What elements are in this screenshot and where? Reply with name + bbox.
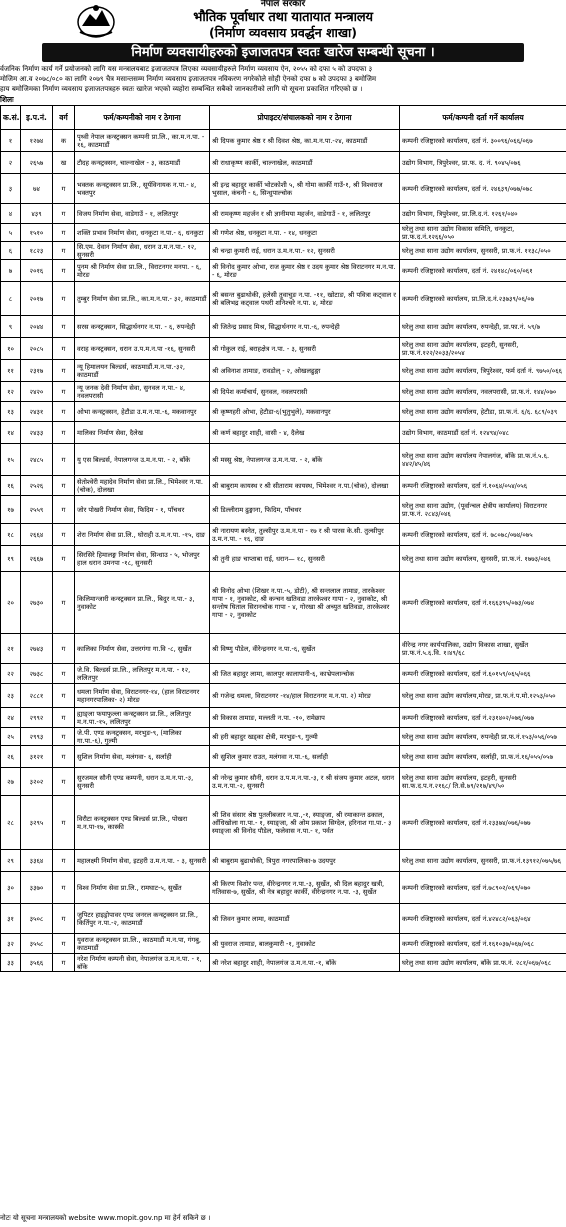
cell-firm: सरस कन्स्ट्रक्सन, सिद्धार्थनगर न.पा. - ६, रुपन्देही — [75, 316, 210, 338]
cell-proprietor: श्री डिल्लीराम ढुङ्गाना, फिदिम, पाँचथर — [210, 496, 400, 524]
table-row — [1, 664, 566, 684]
cell-office: कम्पनी रजिष्ट्रारको कार्यालय, दर्ता नं.७८९०२/०६९/०७० — [400, 872, 566, 904]
cell-class: ख — [53, 152, 75, 174]
cell-sn: २२ — [1, 664, 21, 684]
cell-sn: १६ — [1, 476, 21, 496]
cell-sn: २८ — [1, 796, 21, 850]
cell-proprietor: श्री गणेश श्रेष्ठ, धनकुटा न.पा. - १४, धनकुटा — [210, 224, 400, 242]
cell-proprietor: श्री गजेन्द्र धमला, विराटनगर -१४/हाल विराटनगर म.न.पा. २) मोरङ — [210, 684, 400, 708]
notice-intro — [0, 64, 566, 94]
cell-firm: किलिमान्जारी कन्स्ट्रक्सन प्रा.लि., बिदुर न.पा.- ३, नुवाकोट — [75, 572, 210, 634]
cell-office: घरेलु तथा साना उद्योग कार्यालय, बाँके प्रा.फ.नं. २८१/०६७/०६८ — [400, 954, 566, 972]
cell-class: ग — [53, 174, 75, 204]
table-row — [1, 282, 566, 316]
cell-proprietor: श्री गोकुल राई, बराहक्षेत्र न.पा. - ३, सुनसरी — [210, 338, 400, 360]
cell-sn: १७ — [1, 496, 21, 524]
cell-firm: सि.एम. देवान निर्माण सेवा, धरान उ.म.न.पा.- १२, सुनसरी — [75, 242, 210, 260]
cell-class: ग — [53, 768, 75, 796]
cell-class: ग — [53, 338, 75, 360]
cell-reg-no: ७४ — [21, 174, 53, 204]
cell-reg-no: २६५७ — [21, 152, 53, 174]
cell-reg-no: २८८१ — [21, 684, 53, 708]
cell-proprietor: श्री युवराज तामाङ, बालकुमारी -१, नुवाकोट — [210, 934, 400, 954]
table-header-row — [1, 106, 566, 130]
government-label: नेपाल सरकार — [260, 0, 306, 9]
cell-office: घरेलु तथा साना उद्योग, (पूर्वान्चल क्षेत्रीय कार्यालय) विराटनगर प्रा.फ.नं. २८४३/०४६ — [400, 496, 566, 524]
cell-proprietor: श्री किरण विशोर पन्त, वीरेन्द्रनगर न.पा.-३, सुर्खेत, श्री दिल बहादुर खत्री, गतिवास-७, सुर्खेत, श्री नेत्र बहादुर कार्की, वीरेन्द्रनगर न.पा. -३, सुर्खेत — [210, 872, 400, 904]
cell-reg-no: २५५९ — [21, 496, 53, 524]
cell-sn: २० — [1, 572, 21, 634]
cell-firm: जोर पोखरी निर्माण सेवा, फिदिम - १, पाँचथर — [75, 496, 210, 524]
cell-proprietor: श्री राधाकृष्ण कार्की, चाल्नाखेल, काठमाडौं — [210, 152, 400, 174]
cell-proprietor: श्री जित बहादुर लामा, कालपुर कालापानी-६, काभ्रेपलान्चोक — [210, 664, 400, 684]
column-header-firm: फर्म/कम्पनीको नाम र ठेगाना — [75, 106, 210, 130]
cell-class: ग — [53, 524, 75, 546]
cell-office: कम्पनी रजिष्ट्रारको कार्यालय, दर्ता नं.२३३७४/०७६/०७७ — [400, 796, 566, 850]
table-row — [1, 382, 566, 402]
cell-reg-no: २६६७ — [21, 546, 53, 572]
table-row — [1, 402, 566, 422]
intro-line: मोजिम आ.व २०७८/०८० का लागि २०७९ चैत्र मसान्तसम्म निर्माण व्यवसाय इजाजतपत्र नविकरण नगरेकोले सोही ऐनको दफा ७ को उपदफा ३ बमोजिम — [0, 75, 377, 83]
cell-firm: महालक्ष्मी निर्माण सेवा, इटहरी उ.म.न.पा. - ३, सुनसरी — [75, 850, 210, 872]
cell-sn: ३३ — [1, 954, 21, 972]
cell-sn: ३२ — [1, 934, 21, 954]
cell-office: घरेलु तथा साना उद्योग कार्यालय, इटहरी, सुनसरी, प्रा.फ.नं.१२२/२०३३/२०५४ — [400, 338, 566, 360]
cell-proprietor: श्री बसन्त बुढाथोकी, हलेसी तुवाचुङ न.पा. -११, खोटाङ, श्री पवित्रा कट्वाल र श्री बलिभद्र कट्वाल पथरी शनिश्चरे न.पा. ४, मोरङ — [210, 282, 400, 316]
cell-office: घरेलु तथा साना उद्योग कार्यालय, सुनसरी, प्रा.फ.नं.१३९१२/०७५/७६ — [400, 850, 566, 872]
cell-class: ग — [53, 796, 75, 850]
cell-reg-no: २३१७ — [21, 360, 53, 382]
cell-proprietor: श्री इन्द्र बहादुर कार्की भोटकोशी ५, श्री गोमा कार्की गाउँ-१, श्री विश्वराज भुसाल, कंचनी - ६, सिन्धुपाल्चोक — [210, 174, 400, 204]
cell-sn: २३ — [1, 684, 21, 708]
cell-office: वीरेन्द्र नगर कार्यपालिका, उद्योग विकास शाखा, सुर्खेत प्रा.फ.नं.५.६.वि. १।४९/६८ — [400, 634, 566, 664]
cell-sn: १० — [1, 338, 21, 360]
intro-line: हाय बमोजिमका निर्माण व्यवसाय इजाजतपत्रहरु स्वतः खारेज भएको व्यहोरा सम्बन्धित सबैको जानकारीको लागि यो सूचना प्रकाशित गरिएको छ । — [0, 85, 363, 93]
cell-proprietor: श्री विनोद कुमार ओभा, राज कुमार श्रेष्ठ र उदय कुमार श्रेष्ठ विराटनगर म.न.पा. - ६, मोरङ — [210, 260, 400, 282]
cell-reg-no: २४२० — [21, 382, 53, 402]
cell-proprietor: श्री दिपक कुमार श्रेष्ठ र श्री दिवश श्रेष्ठ, का.म.न.पा.-२४, काठमाडौं — [210, 130, 400, 152]
cell-reg-no: ३२९५ — [21, 796, 53, 850]
cell-reg-no: ३५०८ — [21, 904, 53, 934]
cell-class: ग — [53, 360, 75, 382]
cell-class: ग — [53, 954, 75, 972]
department-title: (निर्माण व्यवसाय प्रवर्द्धन शाखा) — [208, 25, 357, 40]
cell-proprietor: श्री शिव संसार श्रेष्ठ पुतलीबजार न.पा.,-१, स्याङ्जा, श्री रमाकान्त ढकाल, आँधिखोला गा.पा.- १, स्याङ्जा, श्री ओम प्रकाश सिग्देल, हरिनाश गा.पा.- ३ स्याङ्जा श्री विनोद पौडेल, फलेवास न.पा.- १, पर्वत — [210, 796, 400, 850]
cell-class: ग — [53, 850, 75, 872]
table-row — [1, 152, 566, 174]
revoked-licenses-table — [0, 105, 566, 972]
table-row — [1, 572, 566, 634]
cell-sn: २७ — [1, 768, 21, 796]
cell-reg-no: ३२०२ — [21, 768, 53, 796]
cell-office: घरेलु तथा साना उद्योग कार्यालय, त्रिपुरेश्वर, फर्म दर्ता नं. ९७५०/०६६ — [400, 360, 566, 382]
table-row — [1, 360, 566, 382]
cell-class: ग — [53, 476, 75, 496]
cell-proprietor: श्री नरेश बहादुर शाही, नेपालगंज उ.म.न.पा.-१, बाँके — [210, 954, 400, 972]
table-row — [1, 904, 566, 934]
cell-class: ग — [53, 664, 75, 684]
cell-firm: मालिका निर्माण सेवा, दैलेख — [75, 422, 210, 444]
cell-sn: ८ — [1, 282, 21, 316]
cell-reg-no: १५१० — [21, 224, 53, 242]
cell-class: ग — [53, 444, 75, 476]
cell-reg-no: २४३१ — [21, 402, 53, 422]
table-row — [1, 634, 566, 664]
column-header-class: वर्ग — [53, 106, 75, 130]
cell-proprietor: श्री नारायण बस्नेत, तुल्सीपुर उ.म.न.पा - १७ र श्री पारस के.सी. तुल्सीपुर उ.म.न.पा. - १६, दाङ — [210, 524, 400, 546]
cell-office: घरेलु तथा साना उद्योग कार्यालय, इटहरी, सुनसरी सा.फ.द.प.न.२१६८/ ति.से.७९/२१७/४९/५० — [400, 768, 566, 796]
cell-office: उद्योग विभाग, त्रिपुरेश्वर, प्रा.लि.द.नं. १२६१/०४० — [400, 204, 566, 224]
cell-office: घरेलु तथा साना उद्योग विकास समिति, धनकुटा, प्रा.फ.द.नं.१२६६/०५० — [400, 224, 566, 242]
table-row — [1, 954, 566, 972]
cell-class: ग — [53, 746, 75, 768]
cell-proprietor: श्री बाबुराम कायस्थ र श्री सीताराम कायस्थ, भिमेश्वर न.पा.(चोक), दोलखा — [210, 476, 400, 496]
cell-sn: १ — [1, 130, 21, 152]
cell-reg-no: २०१७ — [21, 282, 53, 316]
cell-class: ग — [53, 282, 75, 316]
cell-firm: भक्तक कन्स्ट्रक्सन प्रा.लि., सूर्यविनायक न.पा.- ४, भक्तपुर — [75, 174, 210, 204]
cell-reg-no: २७३० — [21, 572, 53, 634]
cell-firm: यु एस बिल्डर्स, नेपालगन्ज उ.म.न.पा. - २, बाँके — [75, 444, 210, 476]
cell-proprietor: श्री जितेन्द्र प्रसाद मिश्र, सिद्धार्थनगर न.पा.-६, रुपन्देही — [210, 316, 400, 338]
cell-proprietor: श्री जिवन कुमार लामा, काठमाडौं — [210, 904, 400, 934]
cell-class: ग — [53, 316, 75, 338]
cell-proprietor: श्री तुनी हाङ चाप्ताबा राई, धरान— १८, सुनसरी — [210, 546, 400, 572]
cell-sn: ४ — [1, 204, 21, 224]
table-row — [1, 422, 566, 444]
cell-firm: नरेश निर्माण कम्पनी सेवा, नेपालगंज उ.म.न.पा. - १, बाँके — [75, 954, 210, 972]
cell-firm: शेरा निर्माण सेवा प्रा.लि., घोराही उ.म.न.पा. -१५, दाङ — [75, 524, 210, 546]
cell-office: कम्पनी रजिष्ट्रारको कार्यालय, दर्ता नं.६०१५९/०६५/०६६ — [400, 664, 566, 684]
cell-reg-no: ३५६६ — [21, 954, 53, 972]
cell-class: ग — [53, 224, 75, 242]
cell-reg-no: २०१६ — [21, 260, 53, 282]
intro-line: र्वजनिक निर्माण कार्य गर्ने प्रयोजनको लागि यस मन्त्रालयबाट इजाजतपत्र लिएका व्यवसायीहरुले निर्माण व्यवसाय ऐन, २०५५ को दफा ५ को उपदफा ३ — [0, 65, 373, 73]
cell-reg-no: २५२६ — [21, 476, 53, 496]
cell-sn: १४ — [1, 422, 21, 444]
cell-sn: २४ — [1, 708, 21, 728]
cell-class: ग — [53, 422, 75, 444]
cell-office: कम्पनी रजिष्ट्रारको कार्यालय, दर्ता नं.२३१४०२/०७६/०७७ — [400, 708, 566, 728]
table-row — [1, 850, 566, 872]
cell-proprietor: श्री कर्ण बहादुर शाही, वासी - ४, दैलेख — [210, 422, 400, 444]
cell-reg-no: ३३७० — [21, 872, 53, 904]
cell-office: घरेलु तथा साना उद्योग कार्यालय, रुपन्देही, प्रा.फा.नं. ५९/७ — [400, 316, 566, 338]
table-row — [1, 746, 566, 768]
cell-class: ग — [53, 684, 75, 708]
cell-class: ग — [53, 496, 75, 524]
cell-class: ग — [53, 546, 75, 572]
cell-sn: १२ — [1, 382, 21, 402]
cell-reg-no: ४३९ — [21, 204, 53, 224]
cell-reg-no: ३५५८ — [21, 934, 53, 954]
cell-office: कम्पनी रजिष्ट्रारको कार्यालय, प्रा.लि.द.नं.२३७३९/०६/०७ — [400, 282, 566, 316]
cell-reg-no: १८२३ — [21, 242, 53, 260]
table-row — [1, 768, 566, 796]
cell-sn: १३ — [1, 402, 21, 422]
cell-office: कम्पनी रजिष्ट्रारको कार्यालय, दर्ता नं.१०६४/०५४/०५६ — [400, 476, 566, 496]
cell-class: ग — [53, 242, 75, 260]
cell-firm: जुपिटर हाइड्रोपावर एण्ड जनरल कन्स्ट्रक्सन प्रा.लि., किर्तिपुर न.पा.-२, काठमाडौं — [75, 904, 210, 934]
table-row — [1, 174, 566, 204]
cell-firm: सिरसिरे हिमालङ्ग निर्माण सेवा, सिन्धाउ - ५, भोजपुर हाल धरान उमनपा -१८, सुनसरी — [75, 546, 210, 572]
cell-firm: वराह कन्स्ट्रक्सन, धरान उ.प.म.न.पा -१६, सुनसरी — [75, 338, 210, 360]
cell-firm: सेतोश्वेरी महादेव निर्माण सेवा प्रा.लि., भिमेश्वर न.पा.(चोक), दोलखा — [75, 476, 210, 496]
table-row — [1, 444, 566, 476]
cell-firm: ओभा कन्स्ट्रक्सन, हेटौडा उ.म.न.पा.-६, मकवानपुर — [75, 402, 210, 422]
cell-office: घरेलु तथा साना उद्योग कार्यालय, नवलपरासी, प्रा.फ.नं. १४४/०७० — [400, 382, 566, 402]
table-row — [1, 316, 566, 338]
table-row — [1, 872, 566, 904]
cell-reg-no: ३१२१ — [21, 746, 53, 768]
cell-firm: न्यू जनक देवी निर्माण सेवा, सुनवल न.पा.- ४, नवलपरासी — [75, 382, 210, 402]
cell-class: ग — [53, 634, 75, 664]
cell-office: कम्पनी रजिष्ट्रारको कार्यालय, दर्ता नं. ७८०७८/०७४/०७५ — [400, 524, 566, 546]
table-row — [1, 728, 566, 746]
cell-firm: जे.वि. बिल्डर्स प्रा.लि., ललितपुर म.न.पा. - १२, ललितपुर — [75, 664, 210, 684]
cell-sn: ६ — [1, 242, 21, 260]
cell-class: क — [53, 130, 75, 152]
cell-proprietor: श्री रामकृष्ण महर्जन र श्री ज्ञानीमया महर्जन, वाडेगाउँ - १, ललितपुर — [210, 204, 400, 224]
table-label: शिलः — [0, 95, 14, 104]
cell-reg-no: २९९२ — [21, 708, 53, 728]
cell-firm: सुरजमल सौनी एण्ड कम्पनी, धरान उ.म.न.पा.-३, सुनसरी — [75, 768, 210, 796]
cell-proprietor: श्री चन्द्रा कुमारी राई, धरान उ.म.न.पा.- १२, सुनसरी — [210, 242, 400, 260]
table-row — [1, 204, 566, 224]
table-row — [1, 130, 566, 152]
table-row — [1, 796, 566, 850]
cell-class: ग — [53, 728, 75, 746]
cell-office: कम्पनी रजिष्ट्रारको कार्यालय, दर्ता नं. २४१४८/०६०/०६१ — [400, 260, 566, 282]
table-row — [1, 546, 566, 572]
cell-sn: २१ — [1, 634, 21, 664]
ministry-title: भौतिक पूर्वाधार तथा यातायात मन्त्रालय — [193, 10, 373, 25]
table-row — [1, 496, 566, 524]
cell-office: कम्पनी रजिष्ट्रारको कार्यालय, दर्ता नं.१६६३९५/०७३/०७४ — [400, 572, 566, 634]
cell-proprietor: श्री अविनाश तामाङ, रावडोल् - २, ओखलढुङ्गा — [210, 360, 400, 382]
cell-office: घरेलु तथा साना उद्योग कार्यालय नेपालगंज, बाँके प्रा.फ.नं.५.६. ४४२/४५/४६ — [400, 444, 566, 476]
cell-proprietor: श्री नरेन्द्र कुमार सौनी, धरान उ.प.म.न.पा.-३, र श्री संजय कुमार अटल, धरान उ.म.न.पा.-२, सुनसरी — [210, 768, 400, 796]
cell-class: ग — [53, 904, 75, 934]
cell-class: ग — [53, 708, 75, 728]
cell-sn: २ — [1, 152, 21, 174]
cell-office: उद्योग विभाग, काठमाडौं दर्ता नं. १२४९४/०४८ — [400, 422, 566, 444]
cell-office: घरेलु तथा साना उद्योग कार्यालय, सुनसरी, प्रा.फ.नं. १७७३/०४६ — [400, 546, 566, 572]
table-row — [1, 224, 566, 242]
cell-proprietor: श्री बाबुराम बुढाथोकी, त्रिपुरा नगरपालिका-७ उदयपुर — [210, 850, 400, 872]
cell-sn: ३० — [1, 872, 21, 904]
cell-sn: १९ — [1, 546, 21, 572]
cell-proprietor: श्री हरी बहादुर खड्का क्षेत्री, मरभुङ-९, गुल्मी — [210, 728, 400, 746]
cell-class: ग — [53, 402, 75, 422]
cell-reg-no: १२७४ — [21, 130, 53, 152]
cell-proprietor: श्री दिपेश कर्माचार्य, सुनवल, नवलपरासी — [210, 382, 400, 402]
table-row — [1, 260, 566, 282]
cell-reg-no: २४८५ — [21, 444, 53, 476]
cell-proprietor: श्री सुशिल कुमार राउत, मलंगवा न.पा.-६, सर्लाही — [210, 746, 400, 768]
cell-firm: ह्याङ्ला फयाफुल्ला कन्स्ट्रक्सन प्रा.लि., ललितपुर म.न.पा.-१५, ललितपुर — [75, 708, 210, 728]
cell-reg-no: ३३६४ — [21, 850, 53, 872]
cell-reg-no: २०८५ — [21, 338, 53, 360]
cell-class: ग — [53, 572, 75, 634]
cell-class: ग — [53, 260, 75, 282]
cell-firm: शक्ति प्रभाव निर्माण सेवा, धनकुटा न.पा.- ६, धनकुटा — [75, 224, 210, 242]
cell-sn: ११ — [1, 360, 21, 382]
cell-office: कम्पनी रजिष्ट्रारको कार्यालय, दर्ता नं. २४६३९/०७७/०७८ — [400, 174, 566, 204]
cell-sn: २६ — [1, 746, 21, 768]
column-header-office: फर्म/कम्पनी दर्ता गर्ने कार्यालय — [400, 106, 566, 130]
cell-firm: जे.पी. एण्ड कन्स्ट्रक्सन, मरभुङ-९, (मालिका गा.पा.-६), गुल्मी — [75, 728, 210, 746]
cell-office: कम्पनी रजिष्ट्रारको कार्यालय, दर्ता नं.१६१०३७/०६७/०६८ — [400, 934, 566, 954]
cell-firm: युवराज कन्स्ट्रक्सन प्रा.लि., काठमाडौं म.न.पा, गंगबु, काठमाडौं — [75, 934, 210, 954]
cell-class: ग — [53, 934, 75, 954]
column-header-proprietor: प्रोपाइटर/संचालकको नाम र ठेगाना — [210, 106, 400, 130]
cell-office: घरेलु तथा साना उद्योग कार्यालय, सुनसरी, प्रा.फ.नं. ११३८/०५० — [400, 242, 566, 260]
cell-firm: कालिका निर्माण सेवा, उत्तरगंगा गा.वि -८, सुर्खेत — [75, 634, 210, 664]
cell-firm: विश्व निर्माण सेवा प्रा.लि., रामघाट-५, सुर्खेत — [75, 872, 210, 904]
cell-office: उद्योग विभाग, त्रिपुरेश्वर, प्रा.फ. द. नं. ९०४५/०७६ — [400, 152, 566, 174]
table-row — [1, 684, 566, 708]
cell-firm: न्यू हिमालयन बिल्डर्स, काठमाडौं.म.न.पा.-३२, काठमाडौं — [75, 360, 210, 382]
cell-class: ग — [53, 204, 75, 224]
cell-proprietor: श्री विनोद ओभा (शिखर न.पा.-५, डोटी), श्री सन्तलाल तामाङ, तारकेश्वर गापा - १, नुवाकोट, श्री कन्चन खतिवडा तारकेश्वर गापा - २, नुवाकोट, श्री सन्तोष घिताल सिरानचोक गापा - ४, गोरखा श्री अच्युत खतिवडा, तारकेश्वर गापा - २, नुवाकोट — [210, 572, 400, 634]
table-row — [1, 242, 566, 260]
cell-class: ग — [53, 872, 75, 904]
column-header-reg-no: इ.प.नं. — [21, 106, 53, 130]
notice-header — [0, 0, 566, 42]
table-row — [1, 524, 566, 546]
cell-reg-no: २७३८ — [21, 664, 53, 684]
cell-firm: टौदह कन्स्ट्रक्सन, चाल्नाखेल - ३, काठमाडौं — [75, 152, 210, 174]
cell-firm: सुशिल निर्माण सेवा, मलंगवा- ६, सर्लाही — [75, 746, 210, 768]
cell-firm: विजय निर्माण सेवा, वाडेगाउँ - १, ललितपुर — [75, 204, 210, 224]
table-row — [1, 476, 566, 496]
cell-proprietor: श्री विकास तामाङ, मल्लती न.पा. -१०, रामेछाप — [210, 708, 400, 728]
table-row — [1, 934, 566, 954]
cell-sn: १८ — [1, 524, 21, 546]
cell-firm: पुनम श्री निर्माण सेवा प्रा.लि., विराटनगर मनपा. - ६, मोरङ — [75, 260, 210, 282]
cell-office: कम्पनी रजिष्ट्रारको कार्यालय, दर्ता नं.४२४८२/०६३/०६४ — [400, 904, 566, 934]
cell-sn: २९ — [1, 850, 21, 872]
footer-note: नोटः यो सूचना मन्त्रालयको website www.mopit.gov.np मा हेर्न सकिने छ । — [0, 1214, 211, 1222]
cell-reg-no: २९९३ — [21, 728, 53, 746]
cell-sn: ३१ — [1, 904, 21, 934]
cell-proprietor: श्री विष्णु पौडेल, वीरेन्द्रनगर न.पा.-६, सुर्खेत — [210, 634, 400, 664]
table-body — [1, 130, 566, 972]
cell-class: ग — [53, 382, 75, 402]
cell-firm: विरौटा कन्स्ट्रक्सन एण्ड बिल्डर्स प्रा.लि., पोखरा म.न.पा-१७, कास्की — [75, 796, 210, 850]
cell-sn: ७ — [1, 260, 21, 282]
cell-reg-no: २६६४ — [21, 524, 53, 546]
table-row — [1, 708, 566, 728]
cell-sn: २५ — [1, 728, 21, 746]
cell-sn: ९ — [1, 316, 21, 338]
cell-firm: पृथ्वी नेपाल कन्स्ट्रक्सन कम्पनी प्रा.लि., का.म.न.पा. - १६, काठमाडौं — [75, 130, 210, 152]
cell-sn: १५ — [1, 444, 21, 476]
cell-office: घरेलु तथा साना उद्योग कार्यालय,मोरङ, प्रा.फ.नं.प.मो.१२५३/०५० — [400, 684, 566, 708]
cell-reg-no: २०४४ — [21, 316, 53, 338]
column-header-sn: क.सं. — [1, 106, 21, 130]
table-row — [1, 338, 566, 360]
cell-reg-no: २४३३ — [21, 422, 53, 444]
cell-proprietor: श्री कृष्णहरी ओभा, हेटौडा-६(भुतुभुले), मकवानपुर — [210, 402, 400, 422]
notice-title-banner: निर्माण व्यवसायीहरुको इजाजतपत्र स्वतः खारेज सम्बन्धी सूचना । — [42, 43, 524, 62]
cell-office: कम्पनी रजिष्ट्रारको कार्यालय, दर्ता नं. ३००९६/०६६/०६७ — [400, 130, 566, 152]
cell-sn: ३ — [1, 174, 21, 204]
cell-firm: धमला निर्माण सेवा, विराटनगर-१४, (हाल विराटनगर महानगरपालिका- २) मोरङ — [75, 684, 210, 708]
cell-sn: ५ — [1, 224, 21, 242]
cell-office: घरेलु तथा साना उद्योग कार्यालय, रुपन्देही प्रा.फ.नं.१५३/०५६/०५७ — [400, 728, 566, 746]
cell-office: घरेलु तथा साना उद्योग कार्यालय, हेटौडा, प्रा.फ.नं. ६/६. ६८९/०३९ — [400, 402, 566, 422]
cell-proprietor: श्री मस्सु श्रेष्ठ, नेपालगन्ज उ.म.न.पा. - २, बाँके — [210, 444, 400, 476]
cell-firm: तुम्बुर निर्माण सेवा प्रा.लि., का.म.न.पा.- ३२, काठमाडौं — [75, 282, 210, 316]
cell-reg-no: २७४३ — [21, 634, 53, 664]
cell-office: घरेलु तथा साना उद्योग कार्यालय, सर्लाही, प्रा.फ.नं.१६/०५५/०५७ — [400, 746, 566, 768]
